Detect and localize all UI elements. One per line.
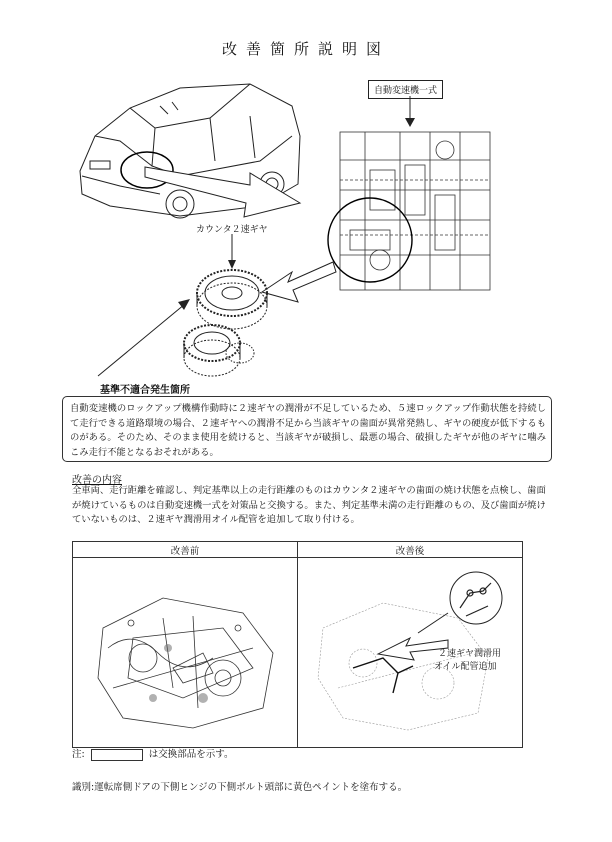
transmission-label: 自動変速機一式: [368, 80, 443, 99]
problem-description: 自動変速機のロックアップ機構作動時に２速ギヤの潤滑が不足しているため、５速ロックアップ作動状態を持続して走行できる道路環境の場合、２速ギヤへの潤滑不足から当該ギヤの歯面が異常発熱し、ギヤの硬度が低下するものがある。そのため、そのまま使用を続けると、当該ギヤが破損し、最悪の場合、破損したギヤが他のギヤに噛みこみ走行不能となるおそれがある。: [70, 403, 546, 458]
after-cell: [298, 558, 523, 748]
added-pipe-label-line1: ２速ギヤ潤滑用: [438, 649, 502, 659]
defect-leader-line: [90, 296, 200, 381]
added-pipe-label-line2: オイル配管追加: [434, 662, 497, 672]
legend-note: [72, 746, 233, 761]
pointer-arrow: [140, 155, 310, 225]
legend-note-text: は交換部品を示す。: [148, 749, 234, 760]
comparison-table: [72, 541, 523, 748]
legend-swatch: [91, 749, 143, 761]
gear-callout-circle: [328, 198, 412, 282]
improvement-text: 全車両、走行距離を確認し、判定基準以上の走行距離のものはカウンタ２速ギヤの歯面の焼け状態を点検し、歯面が焼けているものは自動変速機一式を対策品と交換する。また、判定基準未満の走行距離のもの、及び歯面が焼けていないものは、２速ギヤ潤滑用オイル配管を追加して取り付ける。: [72, 485, 546, 525]
after-header: 改善後: [298, 542, 523, 558]
improvement-heading: 改善の内容: [72, 475, 122, 486]
transmission-cross-section: [320, 120, 495, 300]
before-engine-image: [73, 558, 297, 744]
counter-gear-label: カウンタ２速ギヤ: [196, 225, 268, 235]
detail-circle: [450, 572, 502, 624]
counter-gear-leader: [222, 232, 242, 272]
before-header: 改善前: [73, 542, 298, 558]
page-title: 改善箇所説明図: [221, 40, 390, 58]
before-cell: [73, 558, 298, 748]
legend-note-prefix: 注:: [72, 749, 85, 760]
defect-location-label: 基準不適合発生箇所: [100, 385, 190, 396]
identification-note: 識別:運転席側ドアの下側ヒンジの下側ボルト頭部に黄色ペイントを塗布する。: [72, 782, 408, 793]
